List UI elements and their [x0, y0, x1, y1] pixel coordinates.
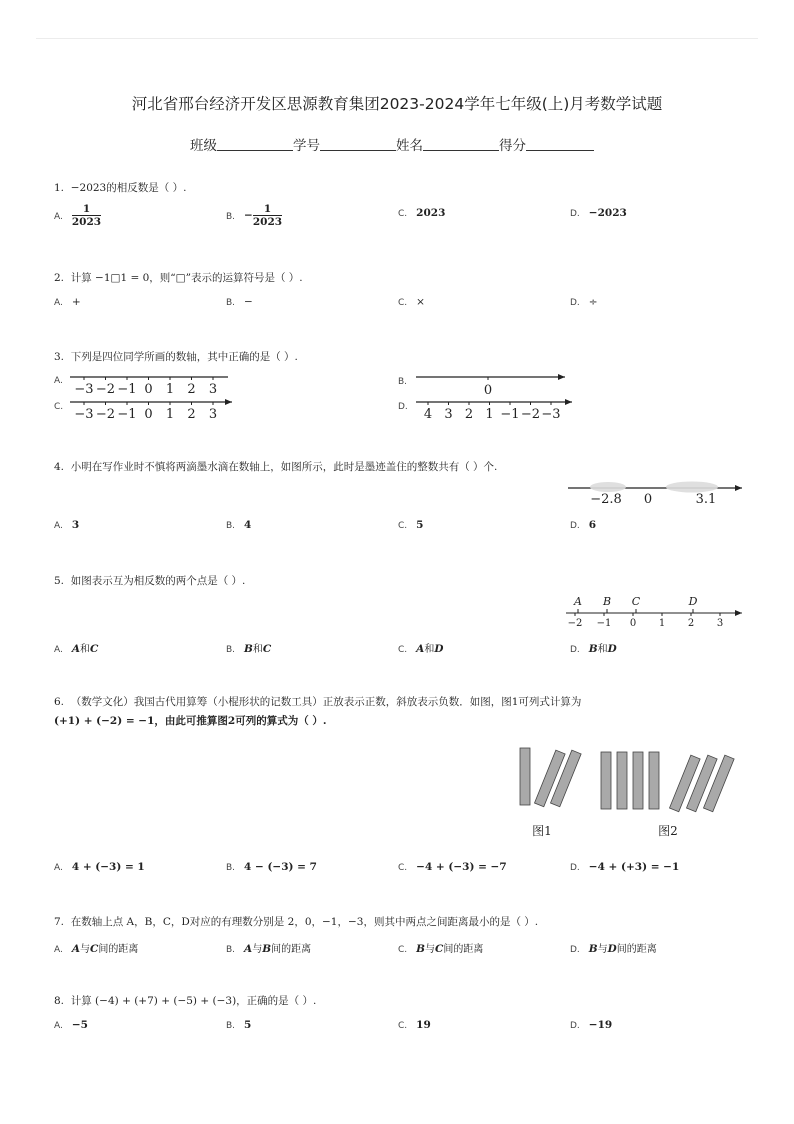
q6-option-c: C. −4 + (−3) = −7: [398, 861, 507, 873]
q5-tick-label-1: −1: [596, 618, 612, 629]
q3-a-number-line: [70, 377, 228, 397]
q5-figure: [566, 595, 742, 629]
student-info-line: [190, 134, 594, 154]
q3-d-tick-label-5: −2: [520, 407, 541, 422]
q1-option-a: A. $\frac{1}{2023}$: [54, 203, 102, 228]
q5-arrow: [735, 610, 742, 616]
q5-point-label-A: A: [574, 595, 582, 608]
fig1-slanted-rod-1: [535, 750, 566, 807]
q3-option-d: D.: [398, 402, 408, 412]
q3-d-tick-label-6: −3: [541, 407, 561, 422]
q4-option-a: A. 3: [54, 519, 80, 531]
q3-d-tick-label-1: 3: [444, 407, 453, 422]
q3-b-arrow: [558, 374, 565, 380]
top-divider: [36, 38, 758, 39]
q5-tick-label-2: 0: [629, 618, 637, 629]
q8-option-d: D. −19: [570, 1019, 613, 1031]
q4-option-c: C. 5: [398, 519, 424, 531]
q3-b-number-line: [416, 374, 565, 398]
fig2-upright-rod-3: [633, 752, 643, 809]
q4-label-left: −2.8: [590, 492, 622, 507]
fig1-caption: 图1: [532, 824, 552, 838]
fig2-upright-rod-1: [601, 752, 611, 809]
q5-option-a: A. A和C: [54, 643, 99, 655]
q3-a-tick-label-2: −1: [117, 382, 137, 397]
q7-option-c: C. B与C间的距离: [398, 943, 484, 955]
q5-tick-label-5: 3: [716, 618, 724, 629]
class-blank: [217, 138, 293, 151]
q3-c-tick-label-4: 1: [165, 407, 175, 422]
q3-option-a: A.: [54, 376, 63, 386]
q8-option-a: A. −5: [54, 1019, 88, 1031]
question-6-stem: 6. （数学文化）我国古代用算筹（小棍形状的记数工具）正放表示正数，斜放表示负数．如图，图1可列式计算为: [54, 696, 582, 708]
q5-point-label-C: C: [631, 595, 641, 608]
q4-figure: [568, 482, 742, 508]
question-3-stem: 3. 下列是四位同学所画的数轴，其中正确的是（ ）.: [54, 351, 298, 363]
q8-option-c: C. 19: [398, 1019, 431, 1031]
q4-option-b: B. 4: [226, 519, 252, 531]
fig2-upright-rod-2: [617, 752, 627, 809]
q7-option-b: B. A与B间的距离: [226, 943, 312, 955]
q5-tick-label-4: 2: [687, 618, 695, 629]
id-label: 学号: [293, 138, 320, 154]
score-label: 得分: [499, 138, 526, 154]
q3-option-b: B.: [398, 377, 408, 387]
q5-option-c: C. A和D: [398, 643, 444, 655]
q3-c-tick-label-1: −2: [95, 407, 116, 422]
score-blank: [526, 138, 594, 151]
q3-c-tick-label-3: 0: [144, 407, 153, 422]
question-5-stem: 5. 如图表示互为相反数的两个点是（ ）.: [54, 575, 246, 587]
q3-a-tick-label-6: 3: [208, 382, 218, 397]
q2-option-d: D. ÷: [570, 296, 598, 308]
fig2-upright-rod-4: [649, 752, 659, 809]
q4-arrow: [735, 485, 742, 491]
q3-a-tick-label-5: 2: [187, 382, 196, 397]
question-6-stem-line2: (+1) + (−2) = −1，由此可推算图2可列的算式为（ ）.: [54, 715, 327, 727]
fig2-slanted-rod-2: [687, 755, 718, 812]
q5-tick-label-3: 1: [658, 618, 666, 629]
q5-tick-label-0: −2: [567, 618, 583, 629]
q7-option-a: A. A与C间的距离: [54, 943, 139, 955]
q6-figure: [520, 748, 734, 838]
q2-option-c: C. ×: [398, 296, 425, 308]
id-blank: [320, 138, 396, 151]
q1-option-b: B. − $\frac{1}{2023}$: [226, 203, 283, 228]
q4-label-zero: 0: [643, 492, 653, 507]
question-1-stem: 1. −2023的相反数是（ ）.: [54, 182, 187, 194]
q1-a-fraction: $\frac{1}{2023}$: [71, 203, 102, 228]
class-label: 班级: [190, 138, 217, 154]
q3-d-tick-label-3: 1: [485, 407, 494, 422]
q3-c-arrow: [225, 399, 232, 405]
name-blank: [423, 138, 499, 151]
q3-d-number-line: [416, 399, 572, 422]
fig2-slanted-rod-3: [704, 755, 735, 812]
q6-option-d: D. −4 + (+3) = −1: [570, 861, 680, 873]
question-2-stem: 2. 计算 −1□1 = 0，则“□”表示的运算符号是（ ）.: [54, 272, 303, 284]
q4-ink-blot-left: [590, 482, 626, 492]
q4-option-d: D. 6: [570, 519, 597, 531]
q3-c-tick-label-6: 3: [208, 407, 218, 422]
name-label: 姓名: [396, 138, 423, 154]
q4-label-right: 3.1: [695, 492, 717, 507]
question-4-stem: 4. 小明在写作业时不慎将两滴墨水滴在数轴上，如图所示，此时是墨迹盖住的整数共有（ ）个.: [54, 461, 498, 473]
q3-c-tick-label-2: −1: [117, 407, 137, 422]
q1-b-fraction: $\frac{1}{2023}$: [252, 203, 283, 228]
fig1-upright-rod: [520, 748, 530, 805]
fig2-slanted-rod-1: [670, 755, 701, 812]
q3-option-c: C.: [54, 402, 64, 412]
q6-option-a: A. 4 + (−3) = 1: [54, 861, 145, 873]
q2-option-b: B. −: [226, 296, 253, 308]
fig1-counting-rods: [520, 748, 581, 807]
q3-d-tick-label-0: 4: [423, 407, 433, 422]
question-8-stem: 8. 计算 (−4) + (+7) + (−5) + (−3)，正确的是（ ）.: [54, 995, 317, 1007]
q1-option-c: C. 2023: [398, 207, 446, 219]
q3-b-tick-label-0: 0: [483, 383, 493, 398]
q3-d-arrow: [565, 399, 572, 405]
q3-c-number-line: [70, 399, 232, 422]
q3-d-tick-label-4: −1: [500, 407, 520, 422]
q5-point-label-D: D: [688, 595, 698, 608]
q3-a-tick-label-4: 1: [165, 382, 175, 397]
q3-a-tick-label-0: −3: [74, 382, 94, 397]
q7-option-d: D. B与D间的距离: [570, 943, 657, 955]
q3-a-tick-label-3: 0: [144, 382, 153, 397]
fig1-slanted-rod-2: [551, 750, 582, 807]
q4-ink-blot-right: [666, 482, 718, 493]
page-title: 河北省邢台经济开发区思源教育集团2023-2024学年七年级(上)月考数学试题: [131, 95, 663, 113]
q8-option-b: B. 5: [226, 1019, 252, 1031]
fig2-counting-rods: [601, 752, 734, 812]
q3-c-tick-label-5: 2: [187, 407, 196, 422]
fig2-caption: 图2: [658, 824, 678, 838]
q3-c-tick-label-0: −3: [74, 407, 94, 422]
q5-point-label-B: B: [602, 595, 612, 608]
q5-option-d: D. B和D: [570, 643, 617, 655]
q3-a-tick-label-1: −2: [95, 382, 116, 397]
q6-option-b: B. 4 − (−3) = 7: [226, 861, 317, 873]
question-7-stem: 7. 在数轴上点 A，B，C，D对应的有理数分别是 2，0，−1，−3，则其中两点之间距离最小的是（ ）.: [54, 916, 539, 928]
q2-option-a: A. +: [54, 296, 81, 308]
q1-option-d: D. −2023: [570, 207, 627, 219]
q3-d-tick-label-2: 2: [464, 407, 474, 422]
q5-option-b: B. B和C: [226, 643, 272, 655]
